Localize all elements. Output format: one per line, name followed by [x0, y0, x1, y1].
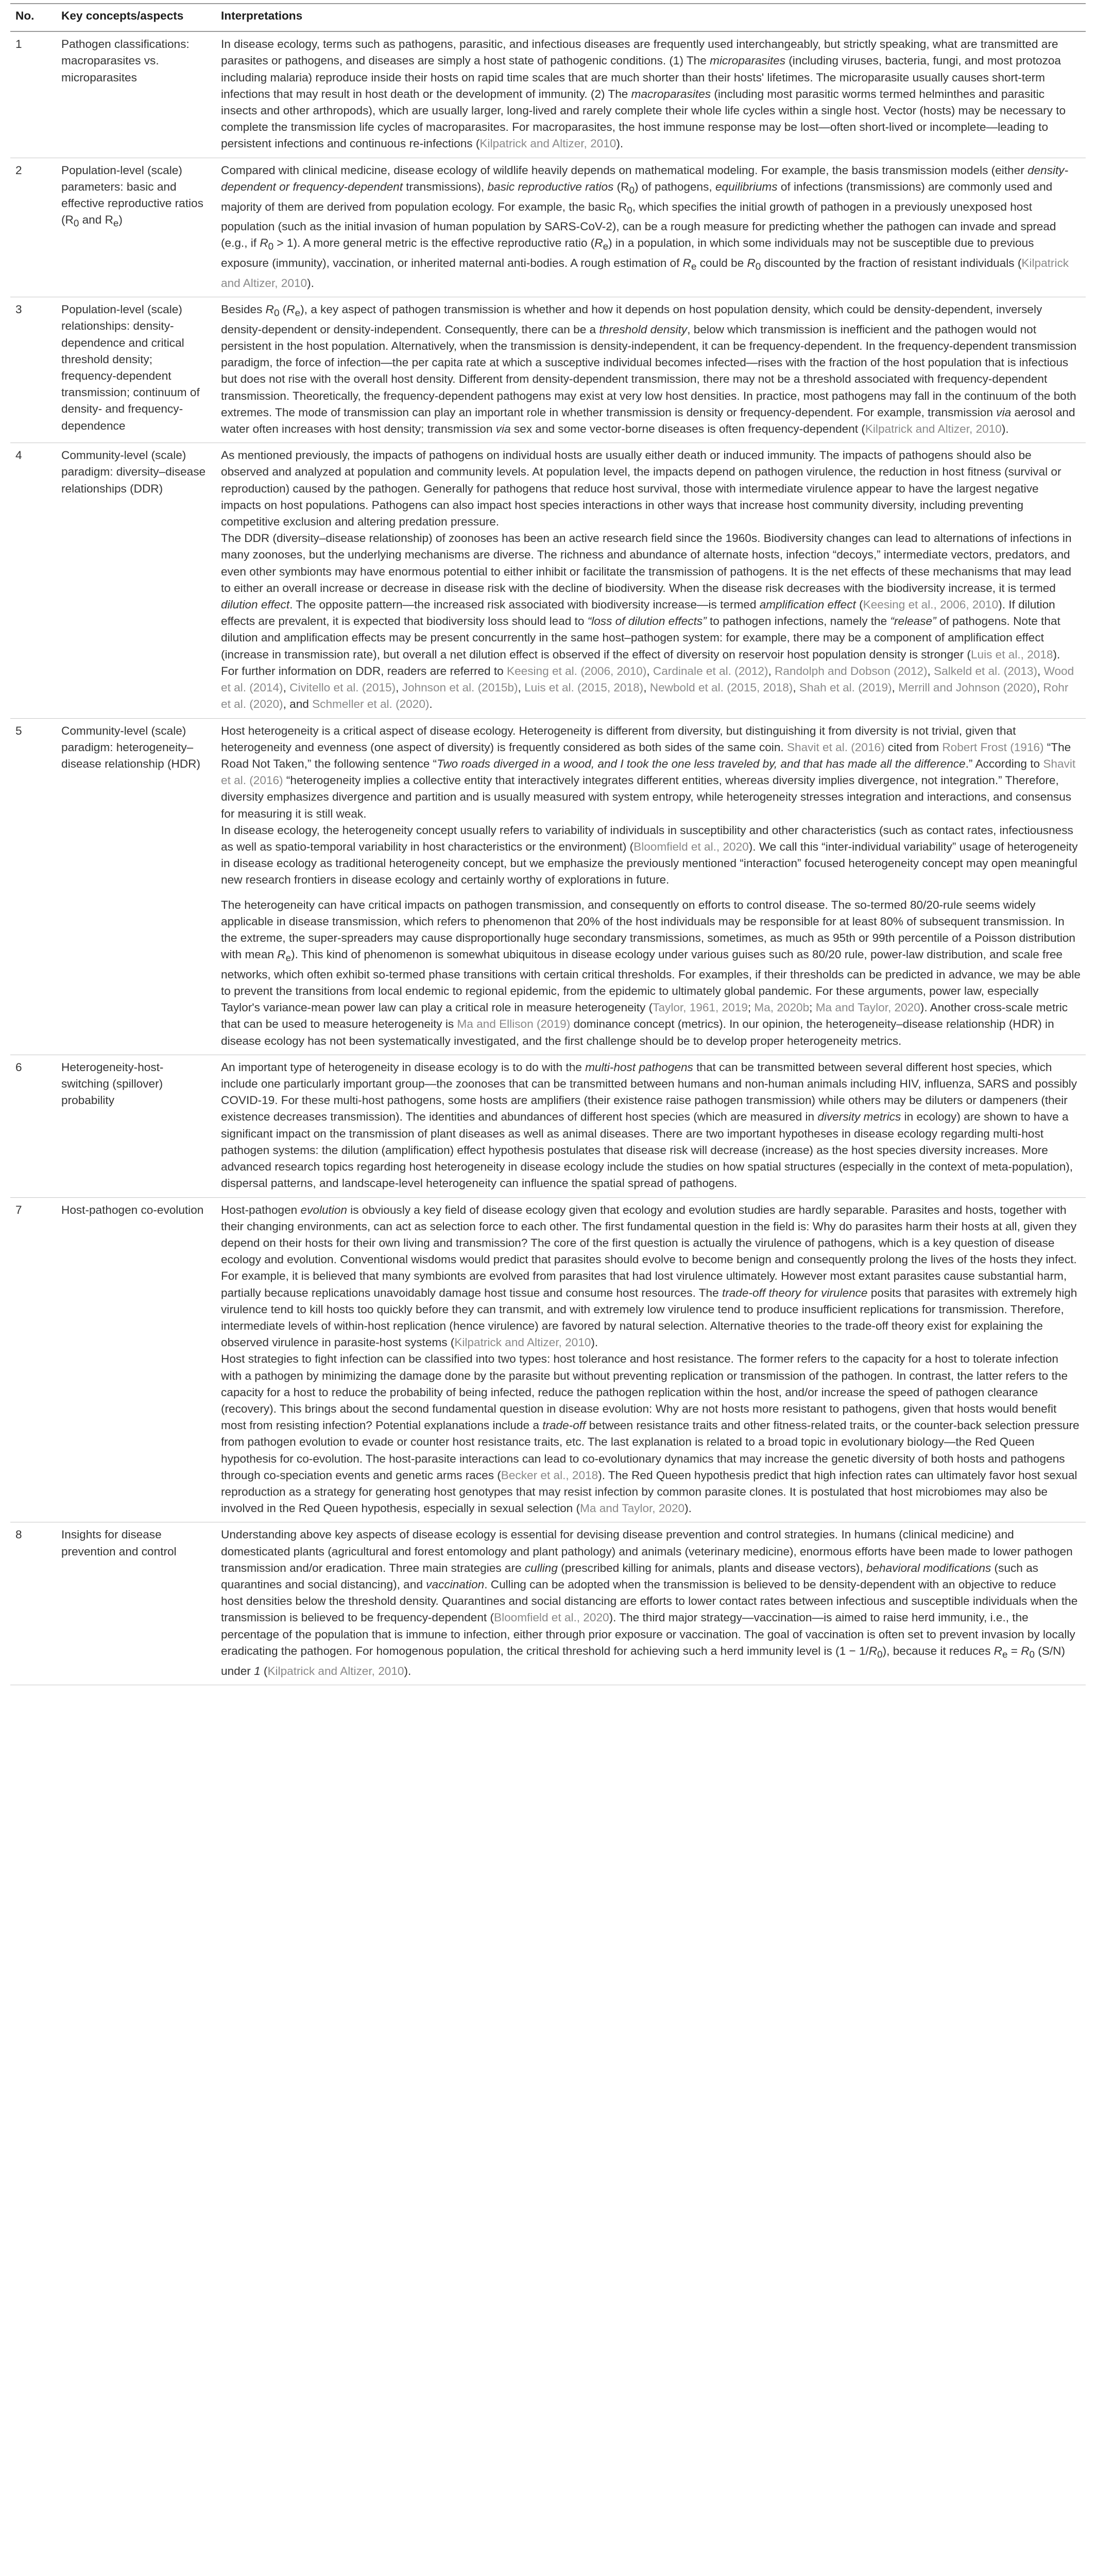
table-row — [10, 1197, 1086, 1522]
interpretation-cell — [216, 1522, 1086, 1685]
table-row — [10, 1055, 1086, 1197]
key-concept-cell: Host-pathogen co-evolution — [56, 1197, 216, 1522]
table-row — [10, 443, 1086, 718]
interpretation-paragraph: The DDR (diversity–disease relationship) of zoonoses has been an active research field since the 1960s. Biodiversity changes can lead to alternations of infections in many zoonoses, but the underlying mechanisms are diverse. The richness and abundance of alternate hosts, infection “decoys,” intermediate vectors, predators, and even other symbionts may have enormous potential to either inhibit or facilitate the transmission of pathogens. It is the net effects of these mechanisms that may lead to either an overall increase or decrease in disease risk with the decline of biodiversity. When the disease risk decreases with the biodiversity increase, it is termed dilution effect. The opposite pattern—the increased risk associated with biodiversity increase—is termed amplification effect (Keesing et al., 2006, 2010). If dilution effects are prevalent, it is expected that biodiversity loss should lead to “loss of dilution effects” to pathogen infections, namely the “release” of pathogens. Note that dilution and amplification effects may be present concurrently in the same host–pathogen system: for example, there may be a component of amplification effect (increase in transmission rate), but overall a net dilution effect is observed if the effect of diversity on reservoir host population density is stronger (Luis et al., 2018). For further information on DDR, readers are referred to Keesing et al. (2006, 2010), Cardinale et al. (2012), Randolph and Dobson (2012), Salkeld et al. (2013), Wood et al. (2014), Civitello et al. (2015), Johnson et al. (2015b), Luis et al. (2015, 2018), Newbold et al. (2015, 2018), Shah et al. (2019), Merrill and Johnson (2020), Rohr et al. (2020), and Schmeller et al. (2020). — [221, 532, 1074, 711]
interpretation-cell — [216, 443, 1086, 718]
table-row — [10, 718, 1086, 1055]
row-number: 8 — [10, 1522, 56, 1685]
table-row — [10, 31, 1086, 158]
interpretation-paragraph: An important type of heterogeneity in disease ecology is to do with the multi-host pathogens that can be transmitted between several different host species, which include one particularly important group—the zoonoses that can be transmitted between humans and non-human animals including HIV, influenza, SARS and possibly COVID-19. For these multi-host pathogens, some hosts are amplifiers (their existence raise pathogen transmission) while others may be diluters or dampeners (their existence decreases transmission). The identities and abundances of different host species (which are measured in diversity metrics in ecology) are shown to have a significant impact on the transmission of plant diseases as well as animal diseases. There are two important hypotheses in disease ecology regarding multi-host pathogen systems: the dilution (amplification) effect hypothesis postulates that disease risk will decrease (increase) as the host species diversity increases. More advanced research topics regarding host heterogeneity in disease ecology include the studies on how spatial structures (especially in the context of meta-population), dispersal patterns, and landscape-level heterogeneity can influence the spatial spread of pathogens. — [221, 1060, 1077, 1190]
interpretation-paragraph: Besides $R_0$ $(R_e)$, a key aspect of pathogen transmission is whether and how it depends on host population density, which could be density-dependent, inversely density-dependent or density-independent. Consequently, there can be a threshold density, below which transmission is inefficient and the pathogen would not persistent in the host population. Alternatively, when the transmission is density-independent, it can be frequency-dependent. In the frequency-dependent transmission paradigm, the force of infection—the per capita rate at which a susceptive individual becomes infected—rises with the fraction of the host population that is infectious but does not rise with the overall host density. Different from density-dependent transmission, there may not be a threshold associated with frequency-dependent transmission. Theoretically, the frequency-dependent pathogens may exist at very low host densities. In practice, most pathogens may fall in the continuum of the both extremes. The mode of transmission can play an important role in whether transmission is density or frequency-dependent. For example, transmission via aerosol and water often increases with host density; transmission via sex and some vector-borne diseases is often frequency-dependent (Kilpatrick and Altizer, 2010). — [221, 303, 1077, 436]
interpretation-paragraph: In disease ecology, the heterogeneity concept usually refers to variability of individuals in susceptibility and other characteristics (such as contact rates, infectiousness as well as spatio-temporal variability in host characteristics or the environment) (Bloomfield et al., 2020). We call this “inter-individual variability” usage of heterogeneity in disease ecology as traditional heterogeneity concept, but we emphasize the previously mentioned “interaction” focused heterogeneity concept may open meaningful new research frontiers in disease ecology and certainly worthy of explorations in future. — [221, 823, 1078, 887]
header-key-concepts: Key concepts/aspects — [56, 4, 216, 31]
row-number: 7 — [10, 1197, 56, 1522]
interpretation-cell — [216, 1055, 1086, 1197]
table-row — [10, 297, 1086, 443]
row-number: 1 — [10, 31, 56, 158]
key-concept-cell: Population-level (scale) relationships: density-dependence and critical threshold density; frequency-dependent transmission; continuum of density- and frequency-dependence — [56, 297, 216, 443]
row-number: 4 — [10, 443, 56, 718]
interpretation-cell — [216, 31, 1086, 158]
header-row — [10, 4, 1086, 31]
row-number: 6 — [10, 1055, 56, 1197]
interpretation-paragraph: The heterogeneity can have critical impacts on pathogen transmission, and consequently on efforts to control disease. The so-termed 80/20-rule seems widely applicable in disease transmission, which refers to phenomenon that 20% of the host individuals may be responsible for at least 80% of subsequent transmission. In the extreme, the super-spreaders may cause disproportionally huge secondary transmissions, sometimes, as much as 95th or 99th percentile of a Poisson distribution with mean $R_e$). This kind of phenomenon is somewhat ubiquitous in disease ecology under various guises such as 80/20 rule, power-law distribution, and scale free networks, which often exhibit so-termed phase transitions with certain critical thresholds. For examples, if their thresholds can be predicted in advance, we may be able to prevent the transitions from local endemic to regional epidemic, from the epidemic to ultimately global pandemic. For these arguments, power law, especially Taylor's variance-mean power law can play a critical role in measure heterogeneity (Taylor, 1961, 2019; Ma, 2020b; Ma and Taylor, 2020). Another cross-scale metric that can be used to measure heterogeneity is Ma and Ellison (2019) dominance concept (metrics). In our opinion, the heterogeneity–disease relationship (HDR) in disease ecology has not been systematically investigated, and the first challenge should be to develop proper heterogeneity metrics. — [221, 898, 1081, 1047]
interpretation-paragraph: Host heterogeneity is a critical aspect of disease ecology. Heterogeneity is different from diversity, but distinguishing it from diversity is not trivial, given that heterogeneity and evenness (one aspect of diversity) is frequently considered as both sides of the same coin. Shavit et al. (2016) cited from Robert Frost (1916) “The Road Not Taken,” the following sentence “Two roads diverged in a wood, and I took the one less traveled by, and that has made all the difference.” According to Shavit et al. (2016) “heterogeneity implies a collective entity that interactively integrates different entities, whereas diversity implies divergence, not integration.” Therefore, diversity emphasizes divergence and partition and is usually measured with system entropy, while heterogeneity stresses integration and interactions, and consensus for measuring it is still weak. — [221, 724, 1076, 820]
concepts-table — [10, 3, 1086, 1685]
row-number: 2 — [10, 158, 56, 297]
interpretation-paragraph: Host-pathogen evolution is obviously a key field of disease ecology given that ecology and evolution studies are hardly separable. Parasites and hosts, together with their changing environments, can act as selection force to each other. The first fundamental question in the field is: Why do parasites harm their hosts at all, given they depend on their hosts for their own living and transmission? The core of the first question is actually the virulence of pathogens, which is a key question of disease ecology and evolution. Conventional wisdoms would predict that parasites should evolve to become benign and consequently prolong the lives of the hosts they infect. For example, it is believed that many symbionts are evolved from parasites that had lost virulence ultimately. However most extant parasites cause substantial harm, partially because replications unavoidably damage host tissue and consume host resources. The trade-off theory for virulence posits that parasites with extremely high virulence tend to kill hosts too quickly before they can transmit, and with extremely low virulence tend to produce insufficient replications for transmission. Therefore, intermediate levels of within-host replication (hence virulence) are favored by natural selection. Alternative theories to the trade-off theory exist for explaining the observed virulence in parasite-host systems (Kilpatrick and Altizer, 2010). — [221, 1203, 1077, 1349]
key-concept-cell: Community-level (scale) paradigm: diversity–disease relationships (DDR) — [56, 443, 216, 718]
key-concept-cell: Heterogeneity-host-switching (spillover) probability — [56, 1055, 216, 1197]
table-row — [10, 1522, 1086, 1685]
interpretation-cell — [216, 1197, 1086, 1522]
table-body — [10, 31, 1086, 1685]
header-no: No. — [10, 4, 56, 31]
row-number: 3 — [10, 297, 56, 443]
interpretation-paragraph: As mentioned previously, the impacts of pathogens on individual hosts are usually either death or induced immunity. The impacts of pathogens should also be observed and analyzed at population and community levels. At population level, the impacts depend on pathogen virulence, the reduction in host fitness (survival or reproduction) caused by the pathogen. Generally for pathogens that reduce host survival, those with intermediate virulence appear to have the largest negative impacts on host populations. Pathogens can also impact host species interactions in other ways that increase host community diversity, including preventing competitive exclusion and altering predation pressure. — [221, 449, 1061, 529]
interpretation-cell — [216, 297, 1086, 443]
key-concept-cell: Pathogen classifications: macroparasites vs. microparasites — [56, 31, 216, 158]
row-number: 5 — [10, 718, 56, 1055]
interpretation-paragraph: Host strategies to fight infection can be classified into two types: host tolerance and host resistance. The former refers to the capacity for a host to tolerate infection with a pathogen by minimizing the damage done by the parasite but without preventing replication or transmission of the pathogen. In contrast, the latter refers to the capacity for a host to reduce the probability of being infected, reduce the pathogen replication within the host, and/or increase the speed of pathogen clearance (recovery). This brings about the second fundamental question in disease evolution: Why are not hosts more resistant to pathogens, given that hosts would benefit most from resisting infection? Potential explanations include a trade-off between resistance traits and other fitness-related traits, or the counter-back selection pressure from pathogen evolution to evade or counter host resistance traits, etc. The last explanation is related to a broad topic in evolutionary biology—the Red Queen hypothesis for co-evolution. The host-parasite interactions can lead to co-evolutionary dynamics that may increase the genetic diversity of both hosts and pathogens through co-speciation events and genetic arms races (Becker et al., 2018). The Red Queen hypothesis predict that high infection rates can ultimately favor host sexual reproduction as a strategy for generating host genotypes that may resist infection by common parasite clones. It is postulated that host microbiomes may also be involved in the Red Queen hypothesis, especially in sexual selection (Ma and Taylor, 2020). — [221, 1352, 1080, 1515]
header-interpretations: Interpretations — [216, 4, 1086, 31]
interpretation-paragraph: In disease ecology, terms such as pathogens, parasitic, and infectious diseases are frequently used interchangeably, but strictly speaking, what are transmitted are parasites or pathogens, and diseases are simply a host state of pathogenic conditions. (1) The microparasites (including viruses, bacteria, fungi, and most protozoa including malaria) reproduce inside their hosts on rapid time scales that are much shorter than their hosts' lifetimes. The microparasite usually causes short-term infections that may result in host death or the development of immunity. (2) The macroparasites (including most parasitic worms termed helminthes and parasitic insects and other arthropods), which are usually larger, long-lived and rarely complete their whole life cycles within a single host. Vector (hosts) may be necessary to complete the transmission life cycles of macroparasites. For macroparasites, the host immune response may be lost—often short-lived or incomplete—leading to persistent infections and continuous re-infections (Kilpatrick and Altizer, 2010). — [221, 38, 1066, 150]
table-header — [10, 4, 1086, 31]
key-concept-cell: Community-level (scale) paradigm: heterogeneity–disease relationship (HDR) — [56, 718, 216, 1055]
interpretation-cell — [216, 718, 1086, 1055]
interpretation-paragraph: Compared with clinical medicine, disease ecology of wildlife heavily depends on mathematical modeling. For example, the basis transmission models (either density-dependent or frequency-dependent transmissions), basic reproductive ratios $(R_0)$ of pathogens, equilibriums of infections (transmissions) are commonly used and majority of them are derived from population ecology. For example, the basic $R_0$, which specifies the initial growth of pathogen in a previously unexposed host population (such as the initial invasion of human population by SARS-CoV-2), can be a rough measure for predicting whether the pathogen can invade and spread (e.g., if $R_0 > 1$). A more general metric is the effective reproductive ratio $(R_e)$ in a population, in which some individuals may not be susceptible due to previous exposure (immunity), vaccination, or inherited maternal anti-bodies. A rough estimation of $R_e$ could be $R_0$ discounted by the fraction of resistant individuals (Kilpatrick and Altizer, 2010). — [221, 163, 1069, 290]
interpretation-cell — [216, 158, 1086, 297]
table-row — [10, 158, 1086, 297]
interpretation-paragraph: Understanding above key aspects of disease ecology is essential for devising disease prevention and control strategies. In humans (clinical medicine) and domesticated plants (agricultural and forest entomology and plant pathology) and animals (veterinary medicine), enormous efforts have been made to lower pathogen transmission and/or eradication. Three main strategies are culling (prescribed killing for animals, plants and disease vectors), behavioral modifications (such as quarantines and social distancing), and vaccination. Culling can be adopted when the transmission is believed to be density-dependent with an objective to reduce host densities below the threshold density. Quarantines and social distancing are efforts to lower contact rates between infectious and susceptible individuals when the transmission is believed to be frequency-dependent (Bloomfield et al., 2020). The third major strategy—vaccination—is aimed to raise herd immunity, i.e., the percentage of the population that is immune to infection, either through prior exposure or vaccination. The goal of vaccination is often set to prevent invasion by locally eradicating the pathogen. For homogenous population, the critical threshold for achieving such a herd immunity level is $(1 - 1/R_0)$, because it reduces $R_e = R_0$ (S/N) under 1 (Kilpatrick and Altizer, 2010). — [221, 1528, 1078, 1677]
key-concept-cell: Population-level (scale) parameters: basic and effective reproductive ratios ($R_0$ and $R_e$) — [56, 158, 216, 297]
key-concept-cell: Insights for disease prevention and control — [56, 1522, 216, 1685]
